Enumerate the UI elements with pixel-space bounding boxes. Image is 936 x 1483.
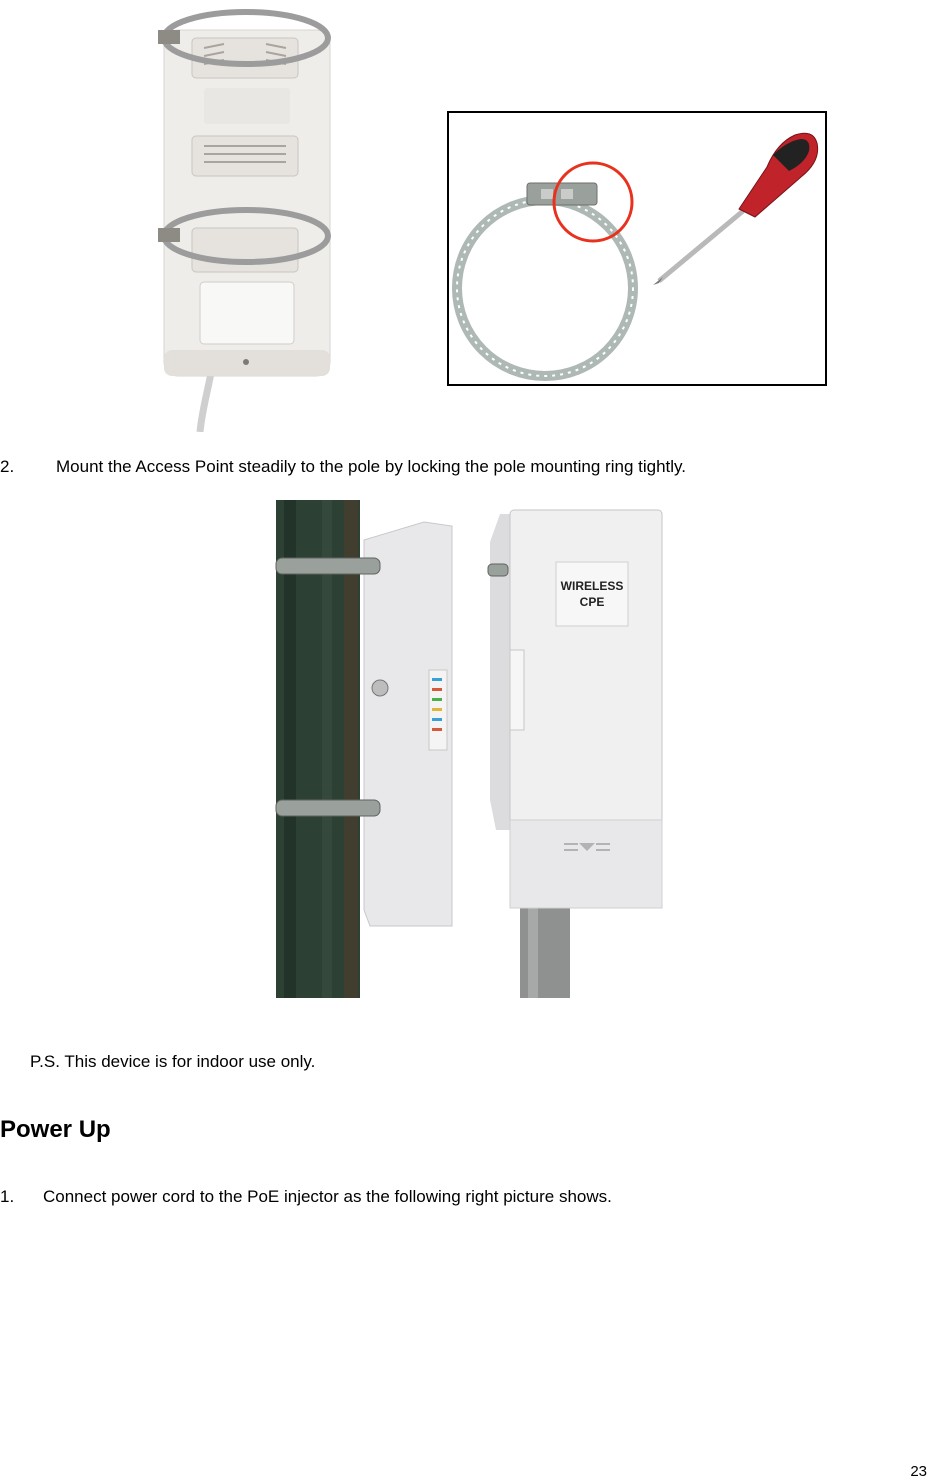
clamp-screwdriver-illustration bbox=[449, 113, 825, 384]
device-with-clamps-photo bbox=[150, 0, 340, 432]
indoor-use-note: P.S. This device is for indoor use only. bbox=[30, 1052, 316, 1071]
page-number: 23 bbox=[910, 1463, 927, 1480]
step-1-number: 1. bbox=[0, 1187, 15, 1206]
step-2-text: Mount the Access Point steadily to the pole by locking the pole mounting ring tightly. bbox=[56, 457, 686, 476]
step-2-number: 2. bbox=[0, 457, 15, 476]
clamp-screwdriver-photo bbox=[447, 111, 827, 386]
cpe-label-line2: CPE bbox=[579, 595, 605, 609]
wireless-label-line1: WIRELESS bbox=[560, 579, 624, 593]
step-1-text: Connect power cord to the PoE injector as the following right picture shows. bbox=[43, 1187, 612, 1206]
section-heading-power-up: Power Up bbox=[0, 1116, 111, 1143]
mounted-access-points-photo bbox=[274, 500, 664, 998]
